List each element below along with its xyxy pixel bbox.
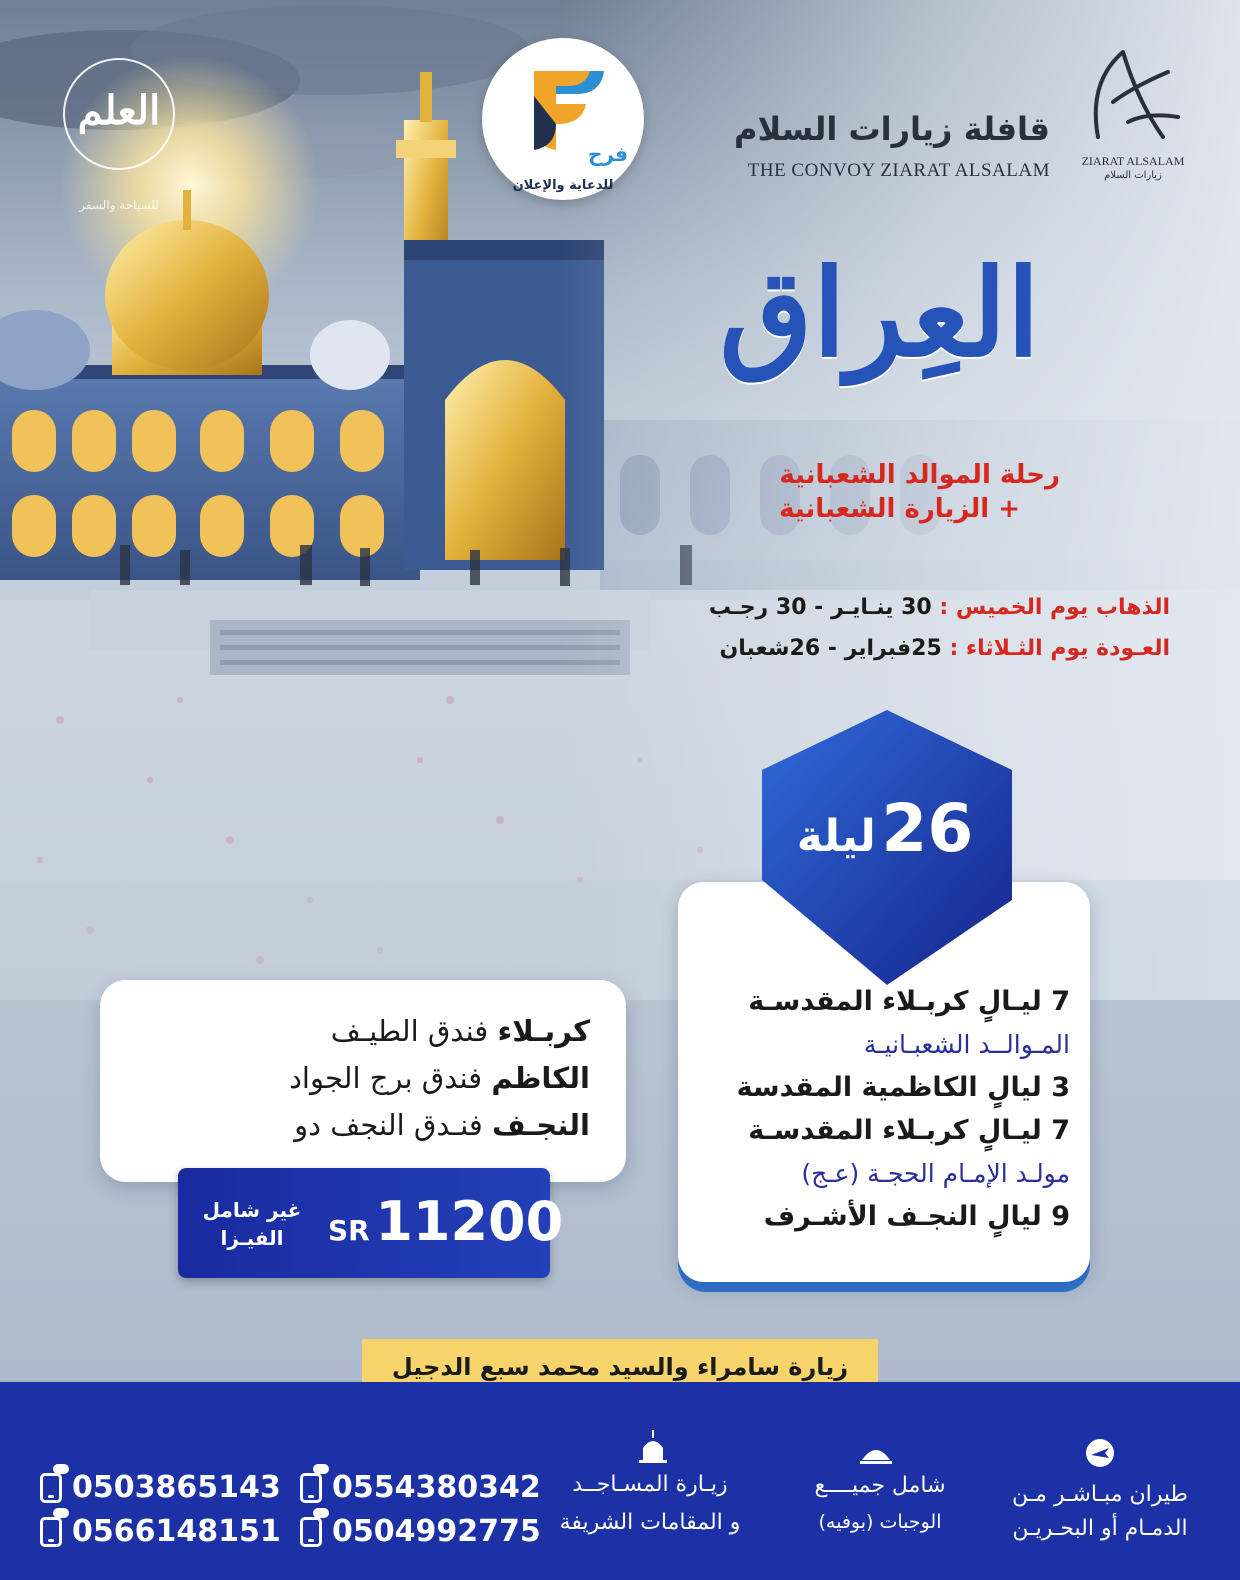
phone-number[interactable]: 0503865143 — [72, 1470, 281, 1505]
hotel-name: فنـدق النجف دو — [294, 1108, 483, 1142]
departure-row — [600, 595, 1170, 620]
hotel-city: النجـف — [491, 1108, 590, 1142]
departure-label: الذهاب يوم الخميس : — [939, 595, 1170, 620]
return-label: العـودة يوم الثـلاثاء : — [949, 636, 1170, 661]
farah-name: فرح — [588, 142, 628, 166]
feature-line: زيـارة المسـاجــد — [572, 1472, 728, 1497]
hotel-name: فندق برج الجواد — [289, 1061, 483, 1095]
itinerary-item: مولـد الإمـام الحجـة (عـج) — [801, 1159, 1070, 1188]
feature-meals — [780, 1468, 980, 1540]
departure-value: 30 ينـايـر - 30 رجـب — [708, 595, 932, 620]
hotel-city: الكاظم — [491, 1061, 590, 1095]
farah-logo — [482, 38, 644, 200]
phone-icon — [40, 1517, 62, 1547]
return-value: 25فبراير - 26شعبان — [719, 636, 942, 661]
plane-icon — [1085, 1438, 1115, 1468]
hero-title: العِراق — [719, 243, 1040, 384]
hotel-row — [140, 1055, 590, 1102]
phone-icon — [40, 1473, 62, 1503]
price-note-line2: الفيـزا — [220, 1226, 284, 1250]
feature-line: طيران مبـاشـر مـن — [1011, 1482, 1189, 1507]
hero-subtitle-line1: رحلة الموالد الشعبانية — [779, 460, 1060, 490]
price-box — [178, 1168, 564, 1278]
mosque-icon — [637, 1430, 669, 1464]
nights-badge — [770, 790, 1000, 867]
ziarat-en: ZIARAT ALSALAM — [1081, 154, 1185, 168]
hotel-row — [140, 1102, 590, 1149]
price-amount: 11200 — [375, 1190, 564, 1253]
phone-icon — [300, 1473, 322, 1503]
feature-line: الوجبات (بوفيه) — [818, 1511, 942, 1533]
convoy-title-en: THE CONVOY ZIARAT ALSALAM — [747, 160, 1050, 181]
ziarat-ar: زيارات السلام — [1104, 170, 1162, 181]
phone-number[interactable]: 0554380342 — [332, 1470, 541, 1505]
feature-flight — [990, 1478, 1210, 1546]
itinerary-item: المـوالــد الشعبـانيـة — [863, 1030, 1070, 1059]
alalam-logo — [58, 52, 180, 222]
ziarat-calligraphy-icon — [1068, 42, 1198, 152]
phone-contact[interactable] — [40, 1470, 281, 1505]
feature-line: الدمـام أو البحـريـن — [1012, 1516, 1188, 1541]
itinerary-item: 9 ليالٍ النجـف الأشـرف — [763, 1201, 1070, 1232]
ziarat-logo — [1068, 42, 1198, 192]
samarra-banner: زيارة سامراء والسيد محمد سبع الدجيل — [362, 1339, 878, 1395]
hotels-list — [140, 1008, 590, 1149]
feature-line: و المقامات الشريفة — [559, 1510, 741, 1535]
nights-number: 26 — [881, 790, 974, 867]
itinerary-item: 3 ليالٍ الكاظمية المقدسة — [736, 1072, 1070, 1103]
convoy-title-ar: قافلة زيارات السلام — [734, 110, 1050, 148]
alalam-subtitle: للسياحة والسفر — [79, 198, 159, 212]
return-row — [600, 636, 1170, 661]
phone-number[interactable]: 0504992775 — [332, 1514, 541, 1549]
price-currency: SR — [328, 1214, 370, 1247]
phone-contact[interactable] — [300, 1514, 541, 1549]
farah-tagline: للدعاية والإعلان — [512, 178, 614, 193]
feature-mosques — [540, 1466, 760, 1542]
price-note — [182, 1196, 322, 1252]
itinerary-item: 7 ليـالٍ كربـلاء المقدسـة — [748, 1115, 1070, 1146]
meal-icon — [858, 1440, 894, 1466]
phone-contact[interactable] — [40, 1514, 281, 1549]
phone-contact[interactable] — [300, 1470, 541, 1505]
footer — [0, 1382, 1240, 1580]
alalam-calligraphy: العلم — [77, 87, 161, 134]
hotel-city: كربـلاء — [497, 1014, 590, 1048]
phone-number[interactable]: 0566148151 — [72, 1514, 281, 1549]
itinerary-list — [690, 980, 1070, 1238]
nights-label: ليلة — [796, 811, 876, 862]
price-note-line1: غير شامل — [202, 1198, 302, 1222]
itinerary-item: 7 ليـالٍ كربـلاء المقدسـة — [748, 986, 1070, 1017]
price-amount-row — [328, 1190, 564, 1253]
hotel-row — [140, 1008, 590, 1055]
feature-line: شامل جميــــع — [814, 1473, 946, 1498]
hero-subtitle-line2: + الزيارة الشعبانية — [779, 494, 1020, 524]
phone-icon — [300, 1517, 322, 1547]
hotel-name: فندق الطيـف — [330, 1014, 489, 1048]
hotels-card — [100, 980, 626, 1182]
